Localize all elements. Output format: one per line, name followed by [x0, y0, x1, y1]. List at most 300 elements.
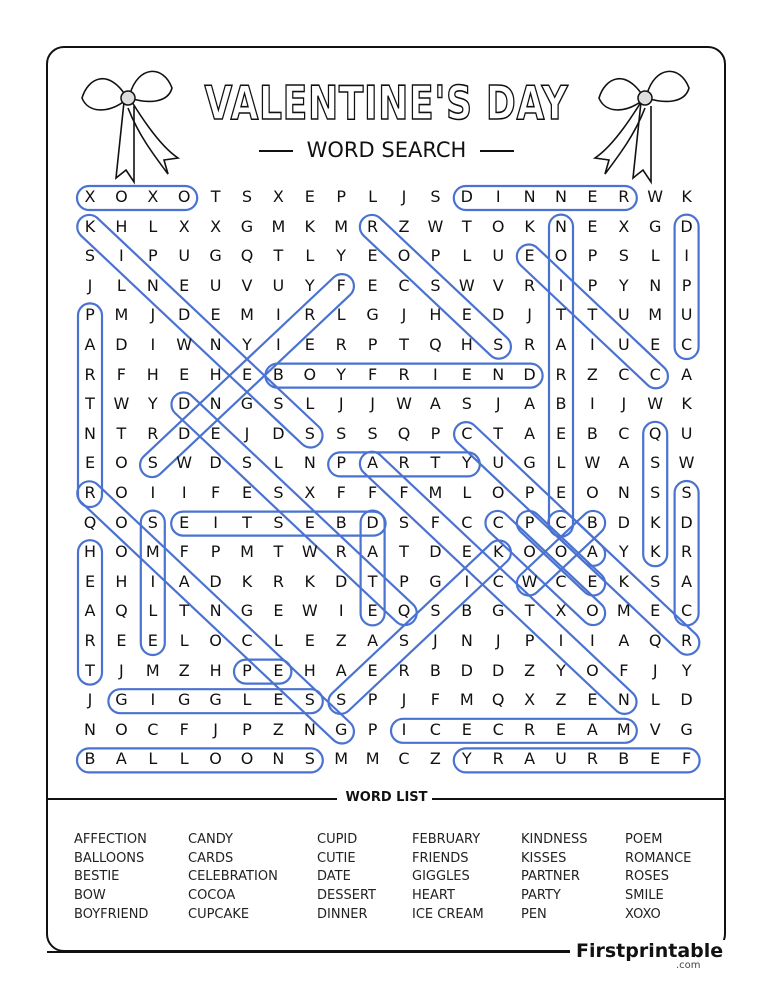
grid-letter: K	[241, 571, 253, 591]
grid-letter: D	[178, 305, 191, 325]
word-list-item: DATE	[317, 869, 351, 885]
grid-letter: N	[617, 483, 630, 502]
grid-letter: M	[648, 305, 663, 325]
word-list-item: FEBRUARY	[412, 832, 481, 847]
grid-letter: G	[334, 719, 348, 739]
grid-letter: X	[618, 216, 630, 236]
grid-letter: O	[303, 364, 317, 384]
grid-letter: A	[586, 542, 598, 562]
grid-letter: Q	[83, 512, 97, 532]
grid-letter: S	[241, 453, 253, 473]
grid-letter: E	[304, 512, 315, 532]
grid-letter: J	[370, 394, 375, 414]
grid-letter: I	[150, 335, 156, 354]
grid-letter: S	[398, 512, 410, 532]
grid-letter: F	[336, 483, 346, 502]
grid-letter: N	[303, 719, 316, 739]
grid-letter: S	[336, 690, 347, 710]
grid-letter: R	[681, 542, 693, 562]
grid-letter: M	[114, 305, 129, 325]
grid-letter: U	[680, 423, 693, 443]
grid-letter: I	[150, 483, 156, 502]
word-list-item: CUPCAKE	[188, 906, 250, 922]
grid-letter: F	[367, 364, 378, 384]
grid-letter: S	[367, 423, 378, 443]
grid-letter: E	[650, 601, 661, 621]
grid-letter: A	[335, 660, 347, 680]
grid-letter: E	[650, 749, 661, 769]
grid-letter: Z	[272, 719, 284, 739]
grid-letter: B	[461, 601, 473, 621]
grid-letter: L	[273, 631, 283, 650]
grid-letter: E	[587, 571, 598, 591]
grid-letter: Y	[461, 453, 472, 473]
grid-letter: P	[85, 305, 95, 325]
grid-letter: B	[272, 364, 284, 384]
grid-letter: H	[429, 305, 442, 325]
grid-letter: Q	[397, 423, 411, 443]
grid-letter: O	[209, 631, 222, 650]
grid-letter: E	[555, 719, 567, 739]
grid-letter: D	[429, 542, 442, 562]
grid-letter: J	[527, 305, 532, 325]
grid-letter: L	[116, 275, 126, 295]
grid-letter: S	[304, 690, 315, 710]
grid-letter: I	[150, 571, 156, 591]
grid-letter: D	[209, 571, 222, 591]
grid-letter: T	[461, 216, 472, 236]
word-list-item: PARTY	[521, 888, 561, 904]
grid-letter: W	[113, 394, 130, 414]
word-list-title: WORD LIST	[345, 790, 428, 805]
word-list-item: XOXO	[625, 906, 661, 922]
grid-letter: C	[398, 749, 410, 769]
grid-letter: A	[618, 453, 630, 473]
grid-letter: H	[303, 660, 316, 680]
grid-letter: I	[276, 305, 281, 325]
grid-letter: E	[273, 690, 284, 710]
grid-letter: E	[461, 364, 472, 384]
grid-letter: A	[618, 631, 630, 650]
grid-letter: G	[648, 216, 662, 236]
grid-letter: L	[305, 394, 315, 414]
grid-letter: S	[336, 423, 347, 443]
grid-letter: E	[304, 187, 315, 206]
grid-letter: E	[304, 631, 315, 650]
grid-letter: W	[176, 335, 193, 354]
grid-letter: S	[430, 187, 441, 206]
grid-letter: T	[273, 246, 284, 266]
grid-letter: L	[462, 246, 472, 266]
grid-letter: P	[430, 246, 441, 266]
grid-letter: P	[524, 512, 535, 532]
grid-letter: E	[84, 571, 96, 591]
grid-letter: G	[366, 305, 379, 325]
grid-letter: E	[273, 601, 284, 621]
grid-letter: N	[84, 423, 96, 443]
grid-letter: R	[618, 187, 630, 206]
grid-letter: P	[242, 660, 252, 680]
grid-letter: R	[524, 335, 536, 354]
grid-letter: N	[649, 275, 662, 295]
grid-letter: L	[650, 246, 660, 266]
grid-letter: E	[241, 364, 253, 384]
grid-letter: A	[681, 571, 693, 591]
grid-letter: G	[177, 690, 191, 710]
grid-letter: F	[179, 542, 189, 562]
grid-letter: P	[336, 453, 347, 473]
grid-letter: T	[210, 187, 221, 206]
grid-letter: Y	[556, 660, 566, 680]
grid-letter: P	[430, 423, 441, 443]
grid-letter: D	[178, 423, 191, 443]
word-list-column	[188, 831, 278, 925]
grid-letter: P	[210, 542, 221, 562]
grid-letter: H	[209, 660, 222, 680]
grid-letter: X	[524, 690, 536, 710]
brand-logo: Firstprintable	[570, 940, 729, 962]
grid-letter: G	[209, 246, 222, 266]
grid-letter: U	[178, 246, 191, 266]
grid-letter: W	[427, 216, 444, 236]
grid-letter: F	[116, 364, 126, 384]
grid-letter: E	[461, 542, 472, 562]
word-list-item: CELEBRATION	[188, 869, 278, 885]
grid-letter: U	[680, 305, 693, 325]
grid-letter: L	[336, 305, 346, 325]
grid-letter: I	[181, 483, 187, 502]
word-list-item: HEART	[412, 888, 455, 904]
grid-letter: W	[301, 601, 318, 621]
grid-letter: A	[586, 719, 598, 739]
word-list-item: ICE CREAM	[412, 906, 484, 922]
grid-letter: X	[210, 216, 222, 236]
grid-letter: U	[555, 749, 567, 769]
grid-letter: F	[430, 512, 440, 532]
grid-letter: A	[367, 631, 379, 650]
grid-letter: V	[241, 275, 253, 295]
grid-letter: Q	[429, 335, 442, 354]
grid-letter: N	[523, 187, 536, 206]
grid-letter: P	[524, 631, 535, 650]
grid-letter: V	[492, 275, 504, 295]
grid-letter: W	[678, 453, 695, 473]
grid-letter: J	[621, 394, 627, 414]
grid-letter: Y	[618, 275, 629, 295]
grid-letter: Q	[648, 631, 662, 650]
grid-letter: M	[334, 216, 349, 236]
word-list-column	[317, 831, 376, 925]
grid-letter: I	[119, 246, 124, 266]
grid-letter: L	[148, 216, 158, 236]
grid-letter: U	[492, 453, 505, 473]
grid-letter: G	[491, 601, 505, 621]
grid-letter: X	[304, 483, 316, 502]
word-list-item: KISSES	[521, 850, 567, 866]
grid-letter: D	[460, 187, 473, 206]
grid-letter: C	[555, 571, 567, 591]
grid-letter: T	[524, 601, 535, 621]
grid-letter: F	[681, 749, 692, 769]
grid-letter: I	[276, 335, 281, 354]
word-list-item: DINNER	[317, 906, 368, 922]
grid-letter: R	[555, 364, 567, 384]
grid-letter: I	[401, 719, 407, 739]
grid-letter: U	[617, 335, 630, 354]
grid-letter: D	[209, 453, 222, 473]
word-list-item: BOYFRIEND	[74, 906, 149, 922]
grid-letter: M	[616, 601, 631, 621]
grid-letter: S	[398, 631, 410, 650]
grid-letter: S	[84, 246, 96, 266]
grid-letter: J	[495, 631, 501, 650]
grid-letter: T	[399, 542, 409, 562]
grid-letter: I	[495, 187, 501, 206]
grid-letter: N	[209, 394, 222, 414]
grid-letter: R	[524, 275, 536, 295]
grid-letter: K	[649, 512, 661, 532]
grid-letter: R	[398, 364, 410, 384]
grid-letter: W	[396, 394, 412, 414]
grid-letter: T	[399, 335, 409, 354]
grid-letter: O	[397, 246, 411, 266]
grid-letter: P	[242, 719, 252, 739]
word-list-column	[74, 831, 148, 925]
grid-letter: X	[555, 601, 567, 621]
grid-letter: T	[493, 423, 504, 443]
grid-letter: O	[554, 246, 568, 266]
grid-letter: D	[617, 512, 630, 532]
grid-letter: W	[521, 571, 538, 591]
grid-letter: R	[304, 305, 316, 325]
grid-letter: J	[244, 423, 250, 443]
word-list-item: POEM	[625, 832, 663, 847]
grid-letter: M	[616, 719, 631, 739]
grid-letter: F	[179, 719, 189, 739]
grid-letter: C	[649, 364, 661, 384]
grid-letter: Q	[240, 246, 254, 266]
grid-letter: R	[84, 631, 96, 650]
grid-letter: S	[147, 453, 158, 473]
grid-letter: J	[652, 660, 658, 680]
grid-letter: X	[147, 187, 159, 206]
word-list-item: DESSERT	[317, 888, 376, 904]
grid-letter: G	[680, 719, 693, 739]
word-list-item: CUTIE	[317, 850, 356, 866]
grid-letter: L	[179, 631, 189, 650]
grid-letter: S	[461, 394, 472, 414]
grid-letter: K	[618, 571, 630, 591]
grid-letter: E	[210, 305, 221, 325]
grid-letter: S	[650, 483, 661, 502]
grid-letter: J	[213, 719, 218, 739]
grid-letter: P	[587, 275, 598, 295]
grid-letter: E	[367, 660, 378, 680]
grid-letter: O	[115, 453, 128, 473]
grid-letter: J	[433, 631, 438, 650]
grid-letter: Z	[524, 660, 536, 680]
grid-letter: Z	[586, 364, 598, 384]
grid-letter: J	[495, 394, 501, 414]
grid-letter: X	[272, 187, 284, 206]
grid-letter: D	[523, 364, 536, 384]
grid-letter: T	[85, 394, 95, 414]
grid-letter: W	[176, 453, 193, 473]
grid-letter: J	[150, 305, 156, 325]
grid-letter: U	[272, 275, 285, 295]
grid-letter: S	[273, 512, 284, 532]
grid-letter: D	[680, 512, 693, 532]
grid-letter: V	[649, 719, 661, 739]
grid-letter: F	[430, 690, 440, 710]
grid-letter: R	[681, 631, 693, 650]
word-list-item: KINDNESS	[521, 832, 588, 847]
grid-letter: E	[555, 423, 567, 443]
word-list-item: GIGGLES	[412, 869, 470, 885]
grid-letter: D	[178, 394, 191, 414]
grid-letter: R	[367, 216, 379, 236]
grid-letter: P	[367, 690, 378, 710]
grid-letter: C	[429, 719, 441, 739]
grid-letter: S	[304, 423, 315, 443]
grid-letter: R	[524, 719, 536, 739]
grid-letter: E	[461, 305, 472, 325]
grid-letter: C	[147, 719, 159, 739]
grid-letter: T	[273, 542, 284, 562]
grid-letter: D	[680, 216, 693, 236]
grid-letter: F	[210, 483, 221, 502]
grid-letter: M	[428, 483, 443, 502]
grid-letter: G	[115, 690, 128, 710]
grid-letter: A	[524, 394, 536, 414]
grid-letter: K	[304, 216, 316, 236]
grid-letter: G	[523, 453, 536, 473]
grid-letter: S	[147, 512, 158, 532]
grid-letter: N	[84, 719, 96, 739]
grid-letter: R	[398, 453, 410, 473]
grid-letter: L	[650, 690, 660, 710]
word-list-item: COCOA	[188, 888, 236, 904]
grid-letter: K	[681, 394, 692, 414]
grid-letter: S	[430, 275, 441, 295]
grid-letter: H	[115, 216, 128, 236]
grid-letter: W	[301, 542, 318, 562]
grid-letter: N	[209, 601, 222, 621]
grid-letter: O	[209, 749, 222, 769]
grid-letter: E	[179, 275, 190, 295]
grid-letter: E	[84, 453, 96, 473]
word-list-item: CARDS	[188, 850, 234, 866]
grid-letter: L	[148, 749, 158, 769]
grid-letter: C	[681, 601, 693, 621]
grid-letter: I	[433, 364, 438, 384]
grid-letter: C	[461, 512, 473, 532]
grid-letter: Q	[648, 423, 662, 443]
grid-letter: P	[524, 483, 535, 502]
grid-letter: O	[115, 719, 128, 739]
grid-letter: I	[590, 335, 595, 354]
grid-letter: L	[148, 601, 158, 621]
grid-letter: M	[145, 542, 160, 562]
grid-letter: R	[147, 423, 159, 443]
grid-letter: M	[240, 542, 254, 562]
grid-letter: O	[491, 216, 505, 236]
grid-letter: W	[584, 453, 601, 473]
grid-letter: N	[492, 364, 505, 384]
grid-letter: E	[147, 631, 158, 650]
grid-letter: A	[178, 571, 190, 591]
grid-letter: R	[335, 335, 347, 354]
grid-letter: B	[618, 749, 630, 769]
grid-letter: B	[335, 512, 347, 532]
grid-letter: K	[492, 542, 504, 562]
grid-letter: O	[491, 483, 505, 502]
grid-letter: R	[84, 364, 96, 384]
grid-letter: O	[115, 542, 128, 562]
page-title: VALENTINE'S DAY	[204, 76, 569, 130]
grid-letter: Y	[242, 335, 252, 354]
grid-letter: T	[430, 453, 441, 473]
grid-letter: C	[398, 275, 410, 295]
grid-letter: U	[617, 305, 630, 325]
grid-letter: Z	[398, 216, 410, 236]
grid-letter: N	[146, 275, 159, 295]
grid-letter: U	[209, 275, 222, 295]
word-list-item: BESTIE	[74, 869, 120, 885]
word-list-item: CUPID	[317, 832, 358, 847]
grid-letter: E	[587, 216, 598, 236]
grid-letter: B	[84, 749, 96, 769]
grid-letter: P	[367, 719, 378, 739]
grid-letter: G	[209, 690, 222, 710]
grid-letter: J	[87, 275, 93, 295]
grid-letter: O	[177, 187, 191, 206]
grid-letter: A	[524, 749, 536, 769]
grid-letter: X	[84, 187, 96, 206]
grid-letter: E	[179, 512, 190, 532]
grid-letter: G	[240, 601, 254, 621]
grid-letter: G	[429, 571, 442, 591]
grid-letter: L	[273, 453, 283, 473]
grid-letter: H	[115, 571, 128, 591]
grid-letter: E	[273, 660, 284, 680]
grid-letter: I	[558, 275, 564, 295]
word-list-item: AFFECTION	[74, 832, 147, 847]
grid-letter: L	[179, 749, 189, 769]
grid-letter: N	[272, 749, 285, 769]
grid-letter: J	[87, 690, 93, 710]
grid-letter: Y	[618, 542, 629, 562]
grid-letter: Z	[178, 660, 190, 680]
grid-letter: G	[240, 394, 254, 414]
grid-letter: E	[524, 246, 535, 266]
grid-letter: K	[524, 216, 535, 236]
grid-letter: R	[586, 749, 598, 769]
grid-letter: S	[241, 187, 253, 206]
grid-letter: D	[460, 660, 473, 680]
grid-letter: J	[401, 690, 407, 710]
grid-letter: O	[115, 512, 128, 532]
word-list-item: SMILE	[625, 888, 664, 904]
grid-letter: T	[85, 660, 95, 680]
grid-letter: D	[272, 423, 285, 443]
grid-letter: F	[619, 660, 629, 680]
grid-letter: J	[401, 187, 407, 206]
grid-letter: L	[242, 690, 252, 710]
grid-letter: C	[492, 512, 504, 532]
grid-letter: J	[119, 660, 124, 680]
grid-letter: D	[492, 305, 505, 325]
